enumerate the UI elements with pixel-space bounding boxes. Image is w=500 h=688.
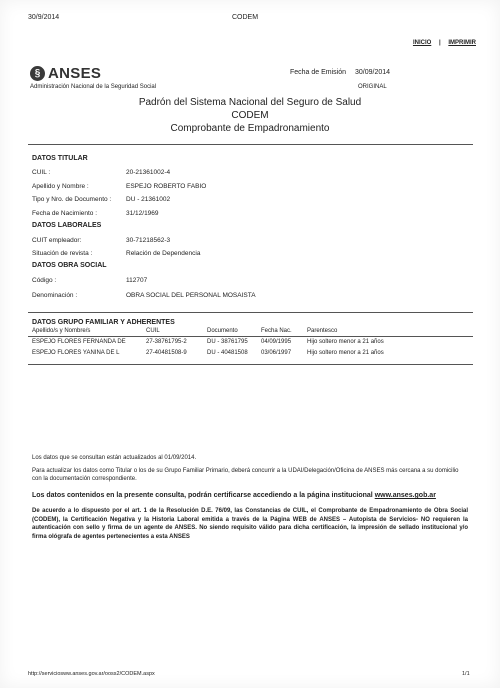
emission-date: 30/09/2014: [355, 69, 391, 76]
original-status: ORIGINAL: [358, 84, 387, 90]
family-row-1-name: ESPEJO FLORES FERNANDA DE: [32, 339, 126, 345]
anses-logo-icon: §: [30, 66, 45, 81]
cuit-label: CUIT empleador:: [32, 237, 82, 244]
legal-text: De acuerdo a lo dispuesto por el art. 1 de la Resolución D.E. 76/09, las Constancias de CUIL, el Comprobante de Empadronamiento de Obra Social (CODEM), la Certificación Negativa y la Historia Laboral emitida a través de la Página WEB de ANSES – Autopista de Servicios- NO requieren la autenticación con sello y firma de un agente de ANSES. No siendo requisito válido para dicha certificación, la impresión de sellado institucional y/o firma ológrafa de agentes pertenecientes a esta ANSES: [32, 508, 468, 540]
family-header-relation: Parentesco: [307, 328, 338, 334]
divider-top: [28, 144, 473, 145]
divider-family: [28, 312, 473, 313]
name-value: ESPEJO ROBERTO FABIO: [126, 183, 207, 190]
family-row-2-document: DU - 40481508: [207, 350, 248, 356]
situation-value: Relación de Dependencia: [126, 250, 201, 257]
divider-family-bottom: [28, 364, 473, 365]
doc-title-line2: CODEM: [231, 110, 269, 121]
anses-logo: [30, 65, 101, 82]
update-instructions: Para actualizar los datos como Titular o los de su Grupo Familiar Primario, deberá concurrir a la UDAI/Delegación/Oficina de ANSES más cercana a su domicilio con la documentación correspondiente.: [32, 468, 459, 482]
org-name: Administración Nacional de la Seguridad Social: [30, 84, 157, 90]
denomination-value: OBRA SOCIAL DEL PERSONAL MOSAISTA: [126, 292, 256, 299]
birth-label: Fecha de Nacimiento :: [32, 210, 98, 217]
family-row-2-birth: 03/06/1997: [261, 350, 292, 356]
family-row-2-cuil: 27-40481508-9: [146, 350, 187, 356]
emission-label: Fecha de Emisión: [290, 69, 347, 76]
family-header-birth: Fecha Nac.: [261, 328, 292, 334]
family-header-cuil: CUIL: [146, 328, 160, 334]
titular-heading: DATOS TITULAR: [32, 155, 88, 162]
doc-title-line3: Comprobante de Empadronamiento: [170, 123, 330, 134]
anses-logo-text: ANSES: [48, 65, 102, 82]
code-label: Código :: [32, 277, 57, 284]
link-separator: |: [438, 40, 441, 46]
denomination-label: Denominación :: [32, 292, 78, 299]
inicio-link[interactable]: INICIO: [412, 40, 432, 46]
page-number: 1/1: [462, 671, 470, 677]
family-header-name: Apellido/s y Nombre/s: [32, 328, 91, 334]
code-value: 112707: [126, 277, 148, 284]
certify-text: Los datos contenidos en la presente consulta, podrán certificarse accediendo a la página institucional: [32, 492, 373, 499]
family-row-1-document: DU - 38761795: [207, 339, 248, 345]
situation-label: Situación de revista :: [32, 250, 93, 257]
cuil-label: CUIL :: [32, 169, 51, 176]
cuit-value: 30-71218562-3: [126, 237, 171, 244]
document-value: DU - 21361002: [126, 196, 171, 203]
cuil-value: 20-21361002-4: [126, 169, 171, 176]
obra-social-heading: DATOS OBRA SOCIAL: [32, 262, 107, 269]
top-links: [413, 40, 476, 46]
page-url: http://serviciosww.anses.gov.ar/ooss2/CODEM.aspx: [28, 671, 155, 677]
imprimir-link[interactable]: IMPRIMIR: [448, 40, 476, 46]
divider-family-header: [28, 336, 473, 337]
family-row-2-relation: Hijo soltero menor a 21 años: [307, 350, 384, 356]
family-row-1-birth: 04/09/1995: [261, 339, 292, 345]
certify-link[interactable]: www.anses.gob.ar: [374, 492, 436, 499]
family-row-1-relation: Hijo soltero menor a 21 años: [307, 339, 384, 345]
footer-notes: [32, 455, 468, 541]
window-title: CODEM: [232, 14, 259, 21]
family-header-document: Documento: [207, 328, 238, 334]
family-row-2-name: ESPEJO FLORES YANINA DE L: [32, 350, 120, 356]
birth-value: 31/12/1969: [126, 210, 159, 217]
family-heading: DATOS GRUPO FAMILIAR Y ADHERENTES: [32, 319, 175, 326]
update-note: Los datos que se consultan están actualizados al 01/09/2014.: [32, 455, 197, 461]
document-label: Tipo y Nro. de Documento :: [32, 196, 112, 203]
laborales-heading: DATOS LABORALES: [32, 222, 102, 229]
family-row-1-cuil: 27-38761795-2: [146, 339, 187, 345]
doc-title-line1: Padrón del Sistema Nacional del Seguro de Salud: [138, 97, 362, 108]
name-label: Apellido y Nombre :: [32, 183, 89, 190]
print-date: 30/9/2014: [28, 14, 60, 21]
